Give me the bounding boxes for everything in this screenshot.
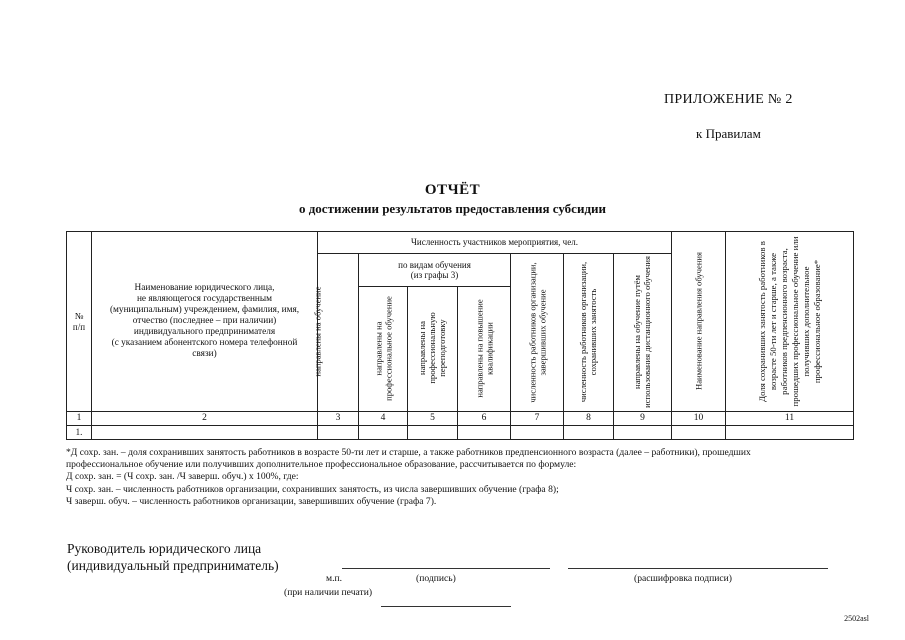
report-subtitle: о достижении результатов предоставления субсидии xyxy=(298,201,607,216)
header-org-name: Наименование юридического лица, не являющегося государственным (муниципальным) учреждением, фамилия, имя, отчество (последнее – при наличии) индивидуального предпринимателя (с указанием абонентского номера телефонной связи) xyxy=(109,283,300,359)
footnote-line: *Д сохр. зан. – доля сохранивших занятость работников в возрасте 50-ти лет и старше, а также работников предпенсионного возраста (далее – работники), прошедших xyxy=(66,447,751,458)
head-label-line1: Руководитель юридического лица xyxy=(67,541,262,556)
mp-label: м.п. xyxy=(326,573,343,584)
header-sent-training: направлены на обучение xyxy=(312,286,322,377)
column-number: 2 xyxy=(202,413,207,423)
column-number: 4 xyxy=(380,413,386,423)
header-distance: направлены на обучение путём использования дистанционного обучения xyxy=(632,256,652,408)
column-number: 7 xyxy=(534,413,540,423)
footnote-line: Ч заверш. обуч. – численность работников организации, завершивших обучение (графа 7). xyxy=(66,495,437,507)
header-share: Доля сохранивших занятость работников в возрасте 50-ти лет и старше, а также работников предпенсионного возраста, прошедших профессиональное обучение или получивших дополнительное профессиональное образование* xyxy=(756,236,822,407)
decoding-label: (расшифровка подписи) xyxy=(634,573,732,584)
column-number: 5 xyxy=(430,413,435,423)
header-by-types: по видам обучения (из графы 3) xyxy=(398,259,471,280)
column-number: 1 xyxy=(76,413,82,423)
footnote-line: Ч сохр. зан. – численность работников организации, сохранивших занятость, из числа завершивших обучение (графа 8); xyxy=(66,483,559,495)
header-retained: численность работников организации, сохранивших занятость xyxy=(578,261,598,403)
rules-label: к Правилам xyxy=(696,126,761,141)
header-participants: Численность участников мероприятия, чел. xyxy=(411,237,578,248)
signature-label: (подпись) xyxy=(416,573,456,584)
signature-line xyxy=(342,568,550,569)
footnote-line: профессиональное обучение или получивших дополнительное профессиональное образование, рассчитывается по формуле: xyxy=(66,459,577,471)
footer-code: 2502asl xyxy=(844,614,869,623)
column-number: 3 xyxy=(335,413,341,423)
column-number: 6 xyxy=(481,413,487,423)
column-number: 10 xyxy=(693,413,704,423)
column-number: 11 xyxy=(784,413,795,423)
decoding-line xyxy=(568,568,828,569)
date-line xyxy=(381,606,511,607)
head-label-line2: (индивидуальный предприниматель) xyxy=(67,558,279,573)
header-direction: Наименование направления обучения xyxy=(693,252,704,390)
column-number: 9 xyxy=(640,413,645,423)
appendix-label: ПРИЛОЖЕНИЕ № 2 xyxy=(664,92,793,107)
footnotes xyxy=(66,447,856,508)
head-label xyxy=(67,540,279,574)
table-row-number: 1. xyxy=(75,427,83,437)
header-qualification: направлены на повышение квалификации xyxy=(474,299,494,398)
column-number: 8 xyxy=(586,413,591,423)
header-prof-training: направлены на профессиональное обучение xyxy=(373,296,393,401)
mp-note: (при наличии печати) xyxy=(284,587,373,598)
footnote-line: Д сохр. зан. = (Ч сохр. зан. /Ч заверш. обуч.) х 100%, где: xyxy=(66,471,299,483)
header-no: № п/п xyxy=(72,311,86,332)
header-retraining: направлены на профессиональную переподготовку xyxy=(417,312,447,384)
report-title: ОТЧЁТ xyxy=(424,182,481,198)
header-completed: численность работников организации, завершивших обучение xyxy=(527,262,547,403)
